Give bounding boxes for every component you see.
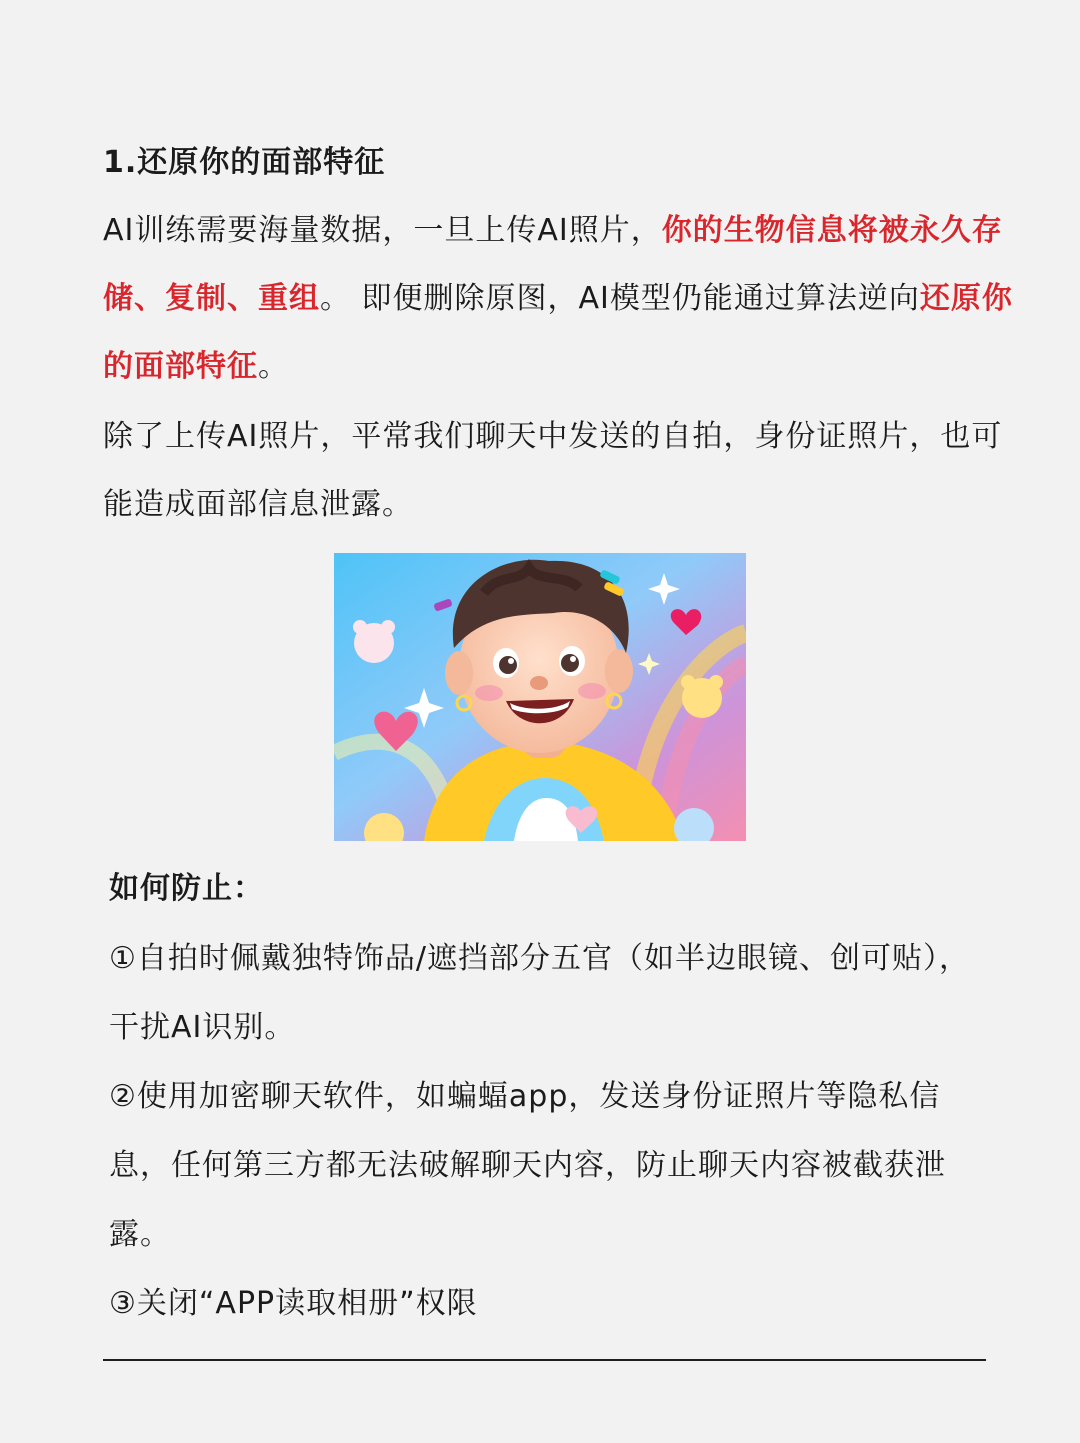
list-item: ③关闭“APP读取相册”权限	[109, 1286, 478, 1321]
prevention-heading: 如何防止：	[109, 871, 264, 906]
list-item: ①自拍时佩戴独特饰品/遮挡部分五官（如半边眼镜、创可贴），干扰AI识别。	[109, 941, 971, 1045]
highlight-text: 你的生物信息将被永久存储、复制、重组	[103, 213, 1003, 316]
section-heading: 1.还原你的面部特征	[103, 145, 386, 180]
cartoon-boy-illustration	[334, 553, 746, 841]
paragraph-text: 。 即便删除原图，AI模型仍能通过算法逆向	[320, 281, 920, 316]
paragraph-face-data	[103, 197, 1033, 401]
divider	[103, 1359, 986, 1361]
highlight-text: 还原你的面部特征	[103, 281, 1013, 384]
paragraph-text: 。	[258, 349, 289, 384]
prevention-list	[109, 924, 979, 1338]
paragraph-selfie-risk: 除了上传AI照片，平常我们聊天中发送的自拍，身份证照片，也可能造成面部信息泄露。	[103, 419, 1003, 522]
paragraph-text: AI训练需要海量数据，一旦上传AI照片，	[103, 213, 662, 248]
list-item: ②使用加密聊天软件，如蝙蝠app，发送身份证照片等隐私信息，任何第三方都无法破解聊天内容，防止聊天内容被截获泄露。	[109, 1079, 946, 1252]
